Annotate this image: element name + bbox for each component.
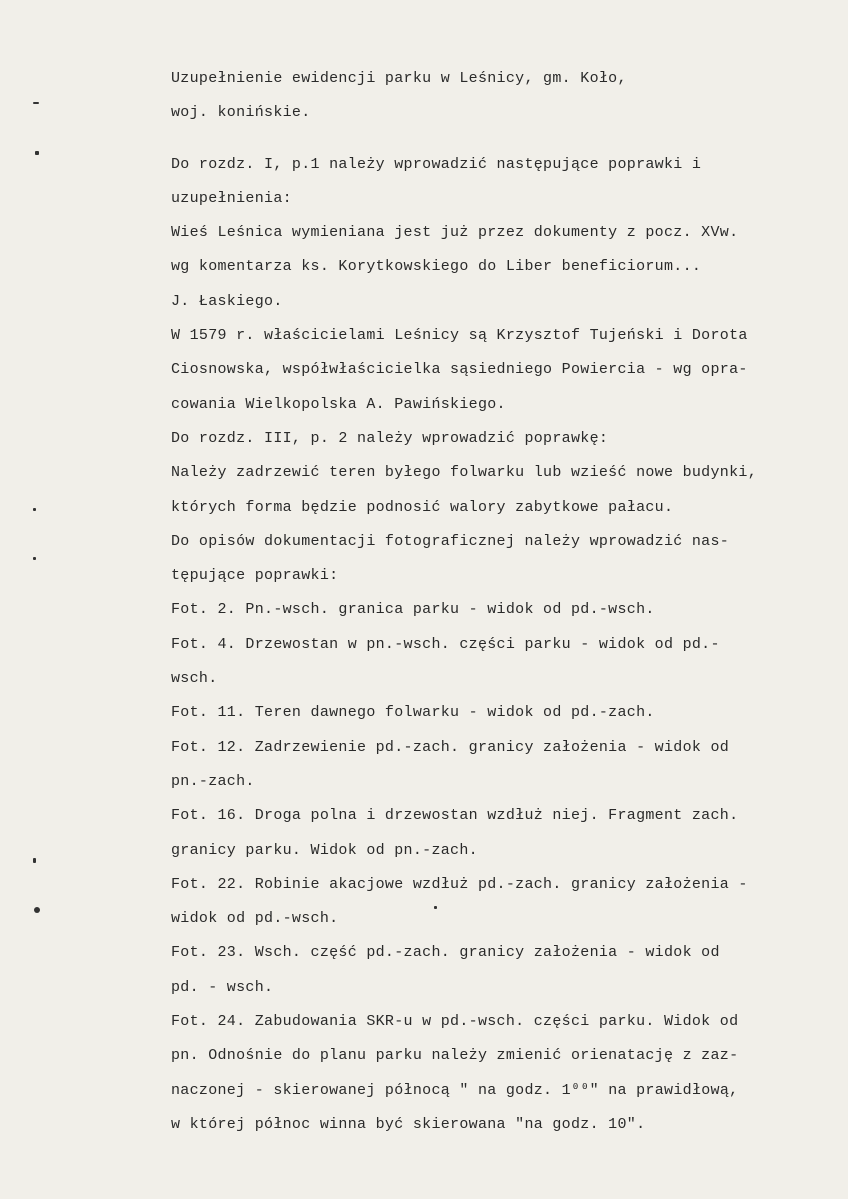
margin-mark <box>33 508 36 511</box>
margin-mark <box>33 557 36 560</box>
margin-mark <box>34 907 40 913</box>
text-line: J. Łaskiego. <box>171 292 283 310</box>
photo-entry: Fot. 23. Wsch. część pd.-zach. granicy założenia - widok od <box>171 944 720 962</box>
text-line: uzupełnienia: <box>171 189 292 207</box>
photo-entry: Fot. 4. Drzewostan w pn.-wsch. części parku - widok od pd.- <box>171 635 720 653</box>
text-line: w której północ winna być skierowana "na godz. 10". <box>171 1115 646 1133</box>
text-line: naczonej - skierowanej północą " na godz. 1⁰⁰" na prawidłową, <box>171 1081 739 1099</box>
photo-entry: Fot. 2. Pn.-wsch. granica parku - widok od pd.-wsch. <box>171 601 655 619</box>
text-line: Należy zadrzewić teren byłego folwarku lub wzieść nowe budynki, <box>171 464 757 482</box>
photo-entry: Fot. 16. Droga polna i drzewostan wzdłuż niej. Fragment zach. <box>171 807 739 825</box>
text-line: cowania Wielkopolska A. Pawińskiego. <box>171 395 506 413</box>
photo-entry: pd. - wsch. <box>171 978 274 996</box>
photo-entry: Fot. 11. Teren dawnego folwarku - widok od pd.-zach. <box>171 704 655 722</box>
text-line: tępujące poprawki: <box>171 567 339 585</box>
text-line: wg komentarza ks. Korytkowskiego do Liber beneficiorum... <box>171 258 702 276</box>
photo-entry: granicy parku. Widok od pn.-zach. <box>171 841 478 859</box>
photo-entry: pn.-zach. <box>171 772 255 790</box>
text-line: Do rozdz. I, p.1 należy wprowadzić następujące poprawki i <box>171 155 702 173</box>
text-line: Wieś Leśnica wymieniana jest już przez dokumenty z pocz. XVw. <box>171 224 739 242</box>
margin-mark <box>33 858 36 863</box>
photo-entry: Fot. 12. Zadrzewienie pd.-zach. granicy założenia - widok od <box>171 738 730 756</box>
text-line: Do opisów dokumentacji fotograficznej należy wprowadzić nas- <box>171 532 730 550</box>
margin-mark <box>35 151 39 155</box>
photo-entry: wsch. <box>171 670 218 688</box>
photo-entry: Fot. 24. Zabudowania SKR-u w pd.-wsch. części parku. Widok od <box>171 1013 739 1031</box>
text-line: Ciosnowska, współwłaścicielka sąsiedniego Powiercia - wg opra- <box>171 361 748 379</box>
typed-text <box>171 62 836 1142</box>
text-line: W 1579 r. właścicielami Leśnicy są Krzysztof Tujeński i Dorota <box>171 327 748 345</box>
text-line: Do rozdz. III, p. 2 należy wprowadzić poprawkę: <box>171 429 609 447</box>
photo-entry: Fot. 22. Robinie akacjowe wzdłuż pd.-zach. granicy założenia - <box>171 875 748 893</box>
text-line: pn. Odnośnie do planu parku należy zmienić orienatację z zaz- <box>171 1047 739 1065</box>
photo-entry: widok od pd.-wsch. <box>171 910 339 928</box>
heading-line: Uzupełnienie ewidencji parku w Leśnicy, gm. Koło, <box>171 70 627 87</box>
margin-mark <box>33 102 39 104</box>
heading-line: woj. konińskie. <box>171 104 311 122</box>
text-line: których forma będzie podnosić walory zabytkowe pałacu. <box>171 498 674 516</box>
